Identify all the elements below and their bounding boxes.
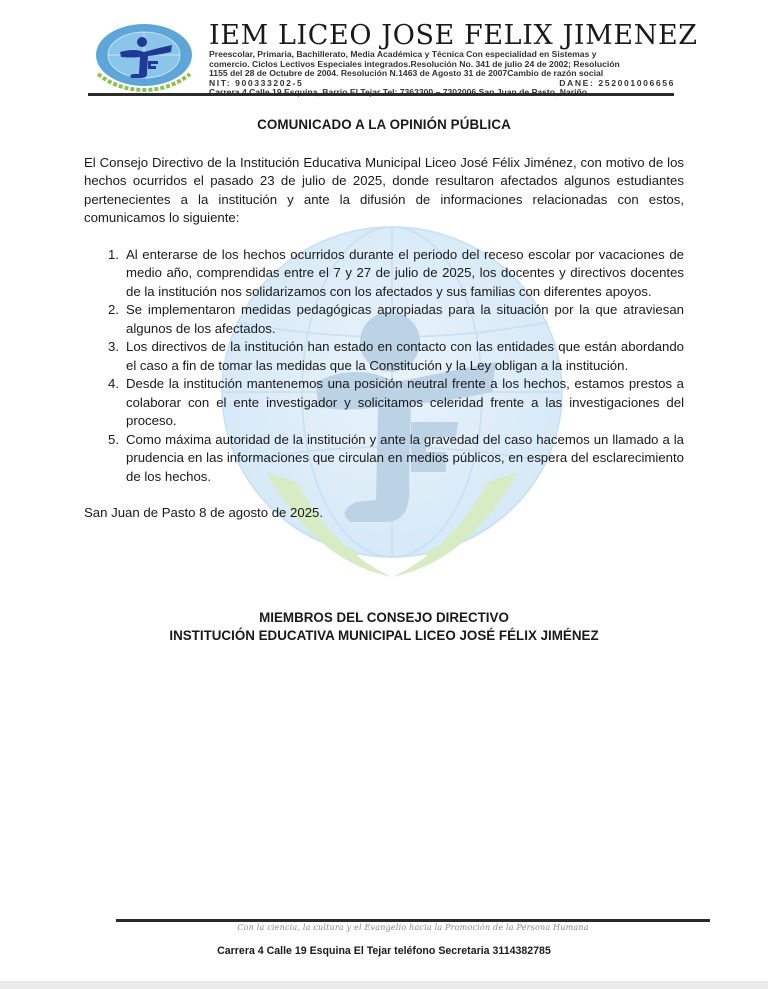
signature-line-1: MIEMBROS DEL CONSEJO DIRECTIVO [259,610,509,625]
letterhead [88,20,698,94]
signature-block [84,609,684,645]
list-item [108,338,684,375]
nit-number: NIT: 900333202-5 [209,77,304,88]
list-item [108,301,684,338]
footer-divider [116,919,710,922]
item-number: 2. [108,302,119,317]
footer-address: Carrera 4 Calle 19 Esquina El Tejar teléfono Secretaria 3114382785 [217,945,551,957]
item-number: 3. [108,339,119,354]
institution-name: IEM LICEO JOSE FELIX JIMENEZ [209,20,698,51]
footer-motto: Con la ciencia, la cultura y el Evangelio hacia la Promoción de la Persona Humana [237,923,589,932]
info-line: comercio. Ciclos Lectivos Especiales integrados.Resolución No. 341 de julio 24 de 2002; Resolución [209,58,620,69]
intro-paragraph: El Consejo Directivo de la Institución Educativa Municipal Liceo José Félix Jiménez, con motivo de los hechos ocurridos el pasado 23 de julio de 2025, donde resultaron afectados algunos estudiantes pertenecientes a la institución y ante la difusión de informaciones relacionadas con estos, comunicamos lo siguiente: [84,154,684,225]
item-text: Como máxima autoridad de la institución y ante la gravedad del caso hacemos un llamado a la prudencia en las informaciones que circulan en medios públicos, en espera del esclarecimiento de los hechos. [126,431,684,484]
document-title: COMUNICADO A LA OPINIÓN PÚBLICA [257,117,511,132]
header-divider [88,93,674,96]
item-text: Al enterarse de los hechos ocurridos durante el periodo del receso escolar por vacaciones de medio año, comprendidas entre el 7 y 27 de julio de 2025, los docentes y directivos docentes de la institución nos solidarizamos con los afectados y sus familias con diferentes apoyos. [126,246,684,299]
item-text: Desde la institución mantenemos una posición neutral frente a los hechos, estamos prestos a colaborar con el ente investigador y solicitamos celeridad frente a las investigaciones del proceso. [126,376,684,428]
signature-line-2: INSTITUCIÓN EDUCATIVA MUNICIPAL LICEO JOSÉ FÉLIX JIMÉNEZ [169,628,599,643]
item-number: 1. [108,246,119,262]
item-text: Los directivos de la institución han estado en contacto con las entidades que están abordando el caso a fin de tomar las medidas que la Constitución y la Ley obligan a la institución. [126,339,684,373]
info-line: Preescolar, Primaria, Bachillerato, Media Académica y Técnica Con especialidad en Sistemas y [209,49,597,59]
dane-number: DANE: 252001006656 [559,77,675,88]
info-line: 1155 del 28 de Octubre de 2004. Resolución N.1463 de Agosto 31 de 2007Cambio de razón social [209,68,604,79]
item-number: 4. [108,376,119,391]
item-text: Se implementaron medidas pedagógicas apropiadas para la situación por la que atraviesan algunos de los afectados. [126,302,684,336]
institution-logo-icon [88,22,204,92]
item-number: 5. [108,431,119,447]
list-item [108,431,684,487]
place-date: San Juan de Pasto 8 de agosto de 2025. [84,505,324,520]
institution-info [209,50,675,98]
communique-body [84,116,684,523]
list-item [108,375,684,431]
list-item [108,246,684,302]
points-list [84,246,684,487]
